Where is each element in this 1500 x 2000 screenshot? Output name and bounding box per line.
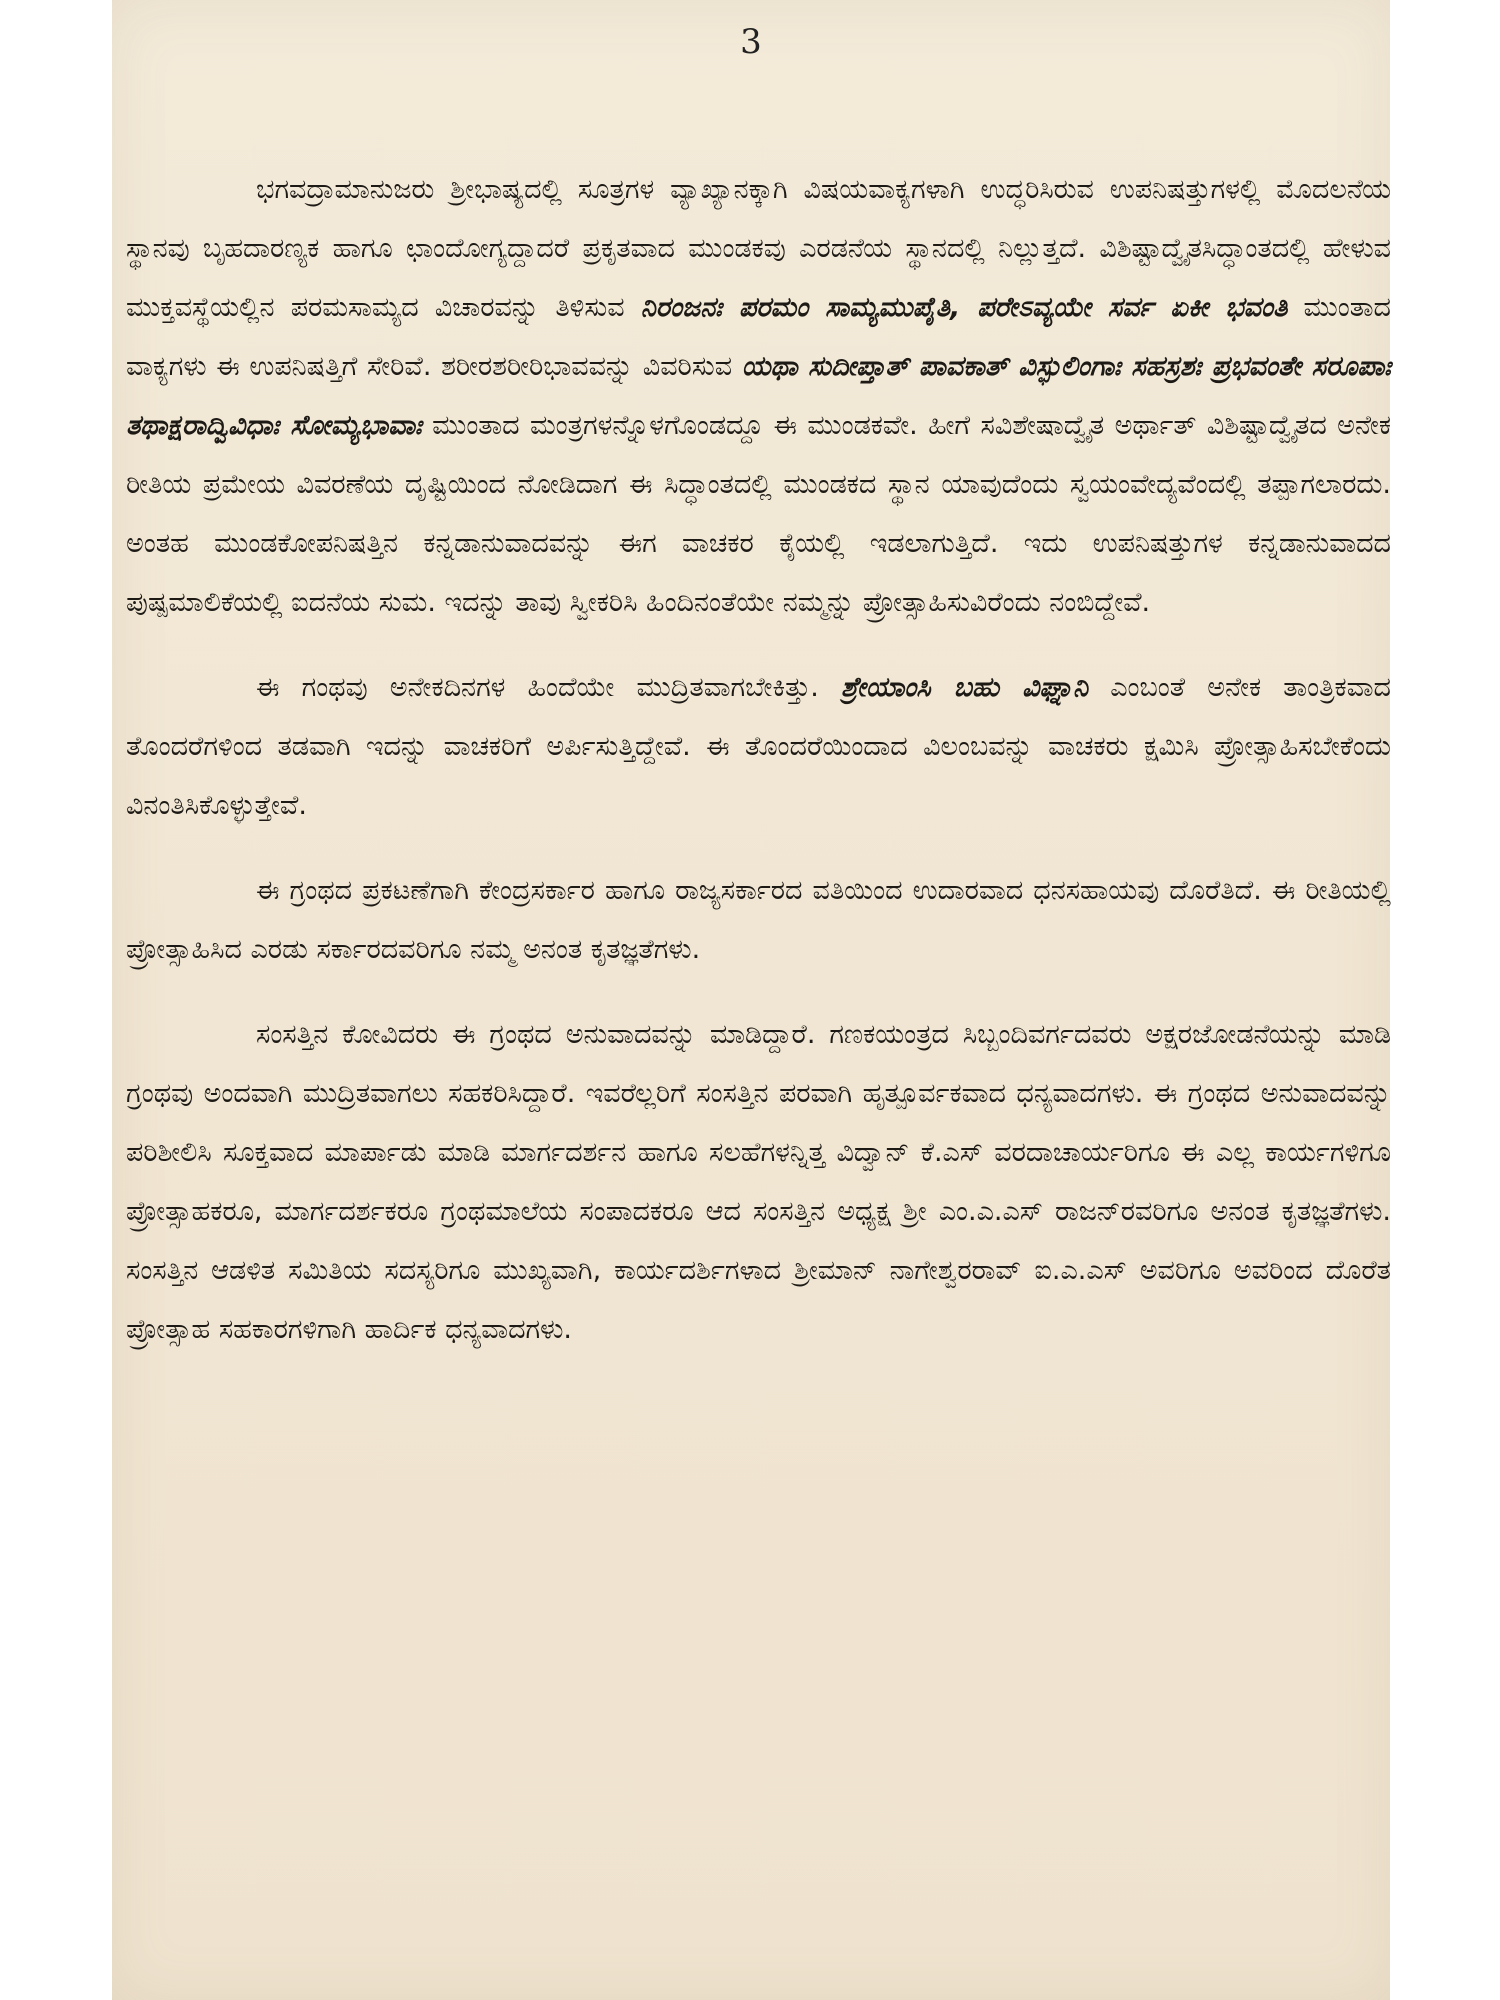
paragraph-2-text-end: ಎಂಬಂತೆ ಅನೇಕ ತಾಂತ್ರಿಕವಾದ ತೊಂದರೆಗಳಿಂದ ತಡವಾಗಿ ಇದನ್ನು ವಾಚಕರಿಗೆ ಅರ್ಪಿಸುತ್ತಿದ್ದೇವೆ. ಈ ತೊಂದರೆಯಿಂದಾದ ವಿಲಂಬವನ್ನು ವಾಚಕರು ಕ್ಷಮಿಸಿ ಪ್ರೋತ್ಸಾಹಿಸಬೇಕೆಂದು ವಿನಂತಿಸಿಕೊಳ್ಳುತ್ತೇವೆ. xyxy=(126,672,1391,821)
body-text xyxy=(126,160,1391,1385)
paragraph-4: ಸಂಸತ್ತಿನ ಕೋವಿದರು ಈ ಗ್ರಂಥದ ಅನುವಾದವನ್ನು ಮಾಡಿದ್ದಾರೆ. ಗಣಕಯಂತ್ರದ ಸಿಬ್ಬಂದಿವರ್ಗದವರು ಅಕ್ಷರಜೋಡನೆಯನ್ನು ಮಾಡಿ ಗ್ರಂಥವು ಅಂದವಾಗಿ ಮುದ್ರಿತವಾಗಲು ಸಹಕರಿಸಿದ್ದಾರೆ. ಇವರೆಲ್ಲರಿಗೆ ಸಂಸತ್ತಿನ ಪರವಾಗಿ ಹೃತ್ಪೂರ್ವಕವಾದ ಧನ್ಯವಾದಗಳು. ಈ ಗ್ರಂಥದ ಅನುವಾದವನ್ನು ಪರಿಶೀಲಿಸಿ ಸೂಕ್ತವಾದ ಮಾರ್ಪಾಡು ಮಾಡಿ ಮಾರ್ಗದರ್ಶನ ಹಾಗೂ ಸಲಹೆಗಳನ್ನಿತ್ತ ವಿದ್ವಾನ್ ಕೆ.ಎಸ್ ವರದಾಚಾರ್ಯರಿಗೂ ಈ ಎಲ್ಲ ಕಾರ್ಯಗಳಿಗೂ ಪ್ರೋತ್ಸಾಹಕರೂ, ಮಾರ್ಗದರ್ಶಕರೂ ಗ್ರಂಥಮಾಲೆಯ ಸಂಪಾದಕರೂ ಆದ ಸಂಸತ್ತಿನ ಅಧ್ಯಕ್ಷ ಶ್ರೀ ಎಂ.ಎ.ಎಸ್ ರಾಜನ್‌ರವರಿಗೂ ಅನಂತ ಕೃತಜ್ಞತೆಗಳು. ಸಂಸತ್ತಿನ ಆಡಳಿತ ಸಮಿತಿಯ ಸದಸ್ಯರಿಗೂ ಮುಖ್ಯವಾಗಿ, ಕಾರ್ಯದರ್ಶಿಗಳಾದ ಶ್ರೀಮಾನ್ ನಾಗೇಶ್ವರರಾವ್ ಐ.ಎ.ಎಸ್ ಅವರಿಗೂ ಅವರಿಂದ ದೊರೆತ ಪ್ರೋತ್ಸಾಹ ಸಹಕಾರಗಳಿಗಾಗಿ ಹಾರ್ದಿಕ ಧನ್ಯವಾದಗಳು. xyxy=(126,1019,1391,1345)
quoted-verse-2: ಯಥಾ ಸುದೀಪ್ತಾತ್ ಪಾವಕಾತ್ ವಿಸ್ಫುಲಿಂಗಾಃ ಸಹಸ್ರಶಃ ಪ್ರಭವಂತೇ ಸರೂಪಾಃ ತಥಾಕ್ಷರಾದ್ವಿವಿಧಾಃ ಸೋಮ್ಯಭಾವಾಃ xyxy=(126,351,1391,441)
paragraph-1-text: ಭಗವದ್ರಾಮಾನುಜರು ಶ್ರೀಭಾಷ್ಯದಲ್ಲಿ ಸೂತ್ರಗಳ ವ್ಯಾಖ್ಯಾನಕ್ಕಾಗಿ ವಿಷಯವಾಕ್ಯಗಳಾಗಿ ಉದ್ಧರಿಸಿರುವ ಉಪನಿಷತ್ತುಗಳಲ್ಲಿ ಮೊದಲನೆಯ ಸ್ಥಾನವು ಬೃಹದಾರಣ್ಯಕ ಹಾಗೂ ಛಾಂದೋಗ್ಯದ್ದಾದರೆ ಪ್ರಕೃತವಾದ ಮುಂಡಕವು ಎರಡನೆಯ ಸ್ಥಾನದಲ್ಲಿ ನಿಲ್ಲುತ್ತದೆ. ವಿಶಿಷ್ಟಾದ್ವೈತಸಿದ್ಧಾಂತದಲ್ಲಿ ಹೇಳುವ ಮುಕ್ತವಸ್ಥೆಯಲ್ಲಿನ ಪರಮಸಾಮ್ಯದ ವಿಚಾರವನ್ನು ತಿಳಿಸುವ xyxy=(126,174,1391,323)
quoted-verse-1: ನಿರಂಜನಃ ಪರಮಂ ಸಾಮ್ಯಮುಪೈತಿ, ಪರೇಽವ್ಯಯೇ ಸರ್ವ ಏಕೀ ಭವಂತಿ xyxy=(640,292,1288,323)
paragraph-3: ಈ ಗ್ರಂಥದ ಪ್ರಕಟಣೆಗಾಗಿ ಕೇಂದ್ರಸರ್ಕಾರ ಹಾಗೂ ರಾಜ್ಯಸರ್ಕಾರದ ವತಿಯಿಂದ ಉದಾರವಾದ ಧನಸಹಾಯವು ದೊರೆತಿದೆ. ಈ ರೀತಿಯಲ್ಲಿ ಪ್ರೋತ್ಸಾಹಿಸಿದ ಎರಡು ಸರ್ಕಾರದವರಿಗೂ ನಮ್ಮ ಅನಂತ ಕೃತಜ್ಞತೆಗಳು. xyxy=(126,875,1391,965)
quoted-phrase: ಶ್ರೇಯಾಂಸಿ ಬಹು ವಿಘ್ನಾನಿ xyxy=(841,672,1089,703)
page-number: 3 xyxy=(740,22,762,62)
paragraph-1-text-end: ಮುಂತಾದ ಮಂತ್ರಗಳನ್ನೊಳಗೊಂಡದ್ದೂ ಈ ಮುಂಡಕವೇ. ಹೀಗೆ ಸವಿಶೇಷಾದ್ವೈತ ಅರ್ಥಾತ್ ವಿಶಿಷ್ಟಾದ್ವೈತದ ಅನೇಕ ರೀತಿಯ ಪ್ರಮೇಯ ವಿವರಣೆಯ ದೃಷ್ಟಿಯಿಂದ ನೋಡಿದಾಗ ಈ ಸಿದ್ಧಾಂತದಲ್ಲಿ ಮುಂಡಕದ ಸ್ಥಾನ ಯಾವುದೆಂದು ಸ್ವಯಂವೇದ್ಯವೆಂದಲ್ಲಿ ತಪ್ಪಾಗಲಾರದು. ಅಂತಹ ಮುಂಡಕೋಪನಿಷತ್ತಿನ ಕನ್ನಡಾನುವಾದವನ್ನು ಈಗ ವಾಚಕರ ಕೈಯಲ್ಲಿ ಇಡಲಾಗುತ್ತಿದೆ. ಇದು ಉಪನಿಷತ್ತುಗಳ ಕನ್ನಡಾನುವಾದದ ಪುಷ್ಪಮಾಲಿಕೆಯಲ್ಲಿ ಐದನೆಯ ಸುಮ. ಇದನ್ನು ತಾವು ಸ್ವೀಕರಿಸಿ ಹಿಂದಿನಂತೆಯೇ ನಮ್ಮನ್ನು ಪ್ರೋತ್ಸಾಹಿಸುವಿರೆಂದು ನಂಬಿದ್ದೇವೆ. xyxy=(126,410,1391,618)
paragraph-1 xyxy=(126,160,1391,632)
paragraph-2-text: ಈ ಗಂಥವು ಅನೇಕದಿನಗಳ ಹಿಂದೆಯೇ ಮುದ್ರಿತವಾಗಬೇಕಿತ್ತು. xyxy=(256,672,842,703)
paragraph-1-text-continued: ಮುಂತಾದ ವಾಕ್ಯಗಳು ಈ ಉಪನಿಷತ್ತಿಗೆ ಸೇರಿವೆ. ಶರೀರಶರೀರಿಭಾವವನ್ನು ವಿವರಿಸುವ xyxy=(126,292,1391,382)
paragraph-2 xyxy=(126,658,1391,835)
